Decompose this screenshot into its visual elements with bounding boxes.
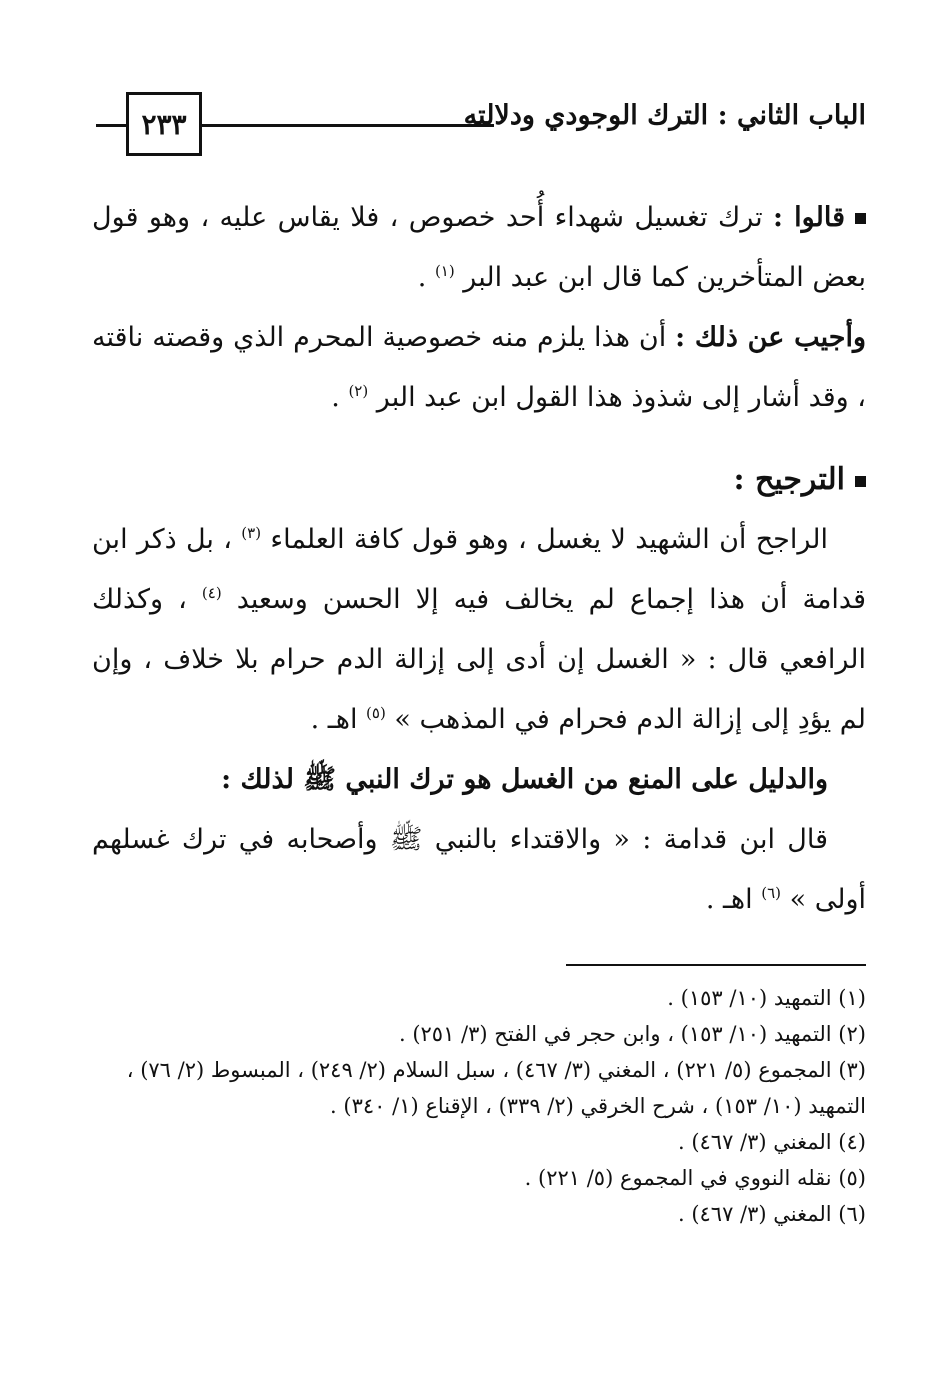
reply-lead: وأجيب عن ذلك : [675,322,866,353]
reply-text: أن هذا يلزم منه خصوصية المحرم الذي وقصته ناقته ، وقد أشار إلى شذوذ هذا القول ابن عبد البر [92,322,866,413]
paragraph-quote [92,810,866,930]
evidence-heading: والدليل على المنع من الغسل هو ترك النبي ﷺ لذلك : [221,764,828,795]
preference-text-c: ، وكذلك الرافعي قال : « الغسل إن أدى إلى إزالة الدم حرام بلا خلاف ، وإن لم يؤدِ إلى إزالة الدم فحرام في المذهب » [92,584,866,735]
footnote-separator [566,964,866,966]
preference-end: اهـ . [310,704,367,735]
main-text [92,188,866,930]
footnotes [92,980,866,1232]
preference-text-b: ، بل ذكر ابن قدامة أن هذا إجماع لم يخالف فيه إلا الحسن وسعيد [92,524,866,615]
objection-end: . [417,262,435,293]
objection-text: ترك تغسيل شهداء أُحد خصوص ، فلا يقاس عليه ، وهو قول بعض المتأخرين كما قال ابن عبد البر [92,202,866,293]
page-header [96,88,866,158]
footnote-ref: (٦) [761,884,782,902]
footnote-2: (٢) التمهيد (١٠/ ١٥٣) ، وابن حجر في الفتح (٣/ ٢٥١) . [398,1022,866,1046]
footnote-3-continued: التمهيد (١٠/ ١٥٣) ، شرح الخرقي (٢/ ٣٣٩) ، الإقناع (١/ ٣٤٠) . [330,1094,866,1118]
footnote-ref: (٢) [348,382,369,400]
section-heading [92,450,866,510]
paragraph-objection [92,188,866,308]
footnote-1: (١) التمهيد (١٠/ ١٥٣) . [667,986,866,1010]
chapter-title: الباب الثاني : الترك الوجودي ودلالته [463,100,866,131]
footnote-3: (٣) المجموع (٥/ ٢٢١) ، المغني (٣/ ٤٦٧) ، سبل السلام (٢/ ٢٤٩) ، المبسوط (٢/ ٧٦) ، [126,1058,866,1082]
footnote-ref: (١) [434,262,455,280]
paragraph-reply [92,308,866,428]
paragraph-preference [92,510,866,750]
footnote-ref: (٥) [366,704,386,722]
reply-end: . [331,382,349,413]
square-bullet-icon [855,213,866,224]
header-rule [200,124,494,127]
quote-end: اهـ . [705,884,762,915]
heading-text: الترجيح : [733,462,845,497]
preference-text-a: الراجح أن الشهيد لا يغسل ، وهو قول كافة العلماء [261,524,828,555]
footnote-6: (٦) المغني (٣/ ٤٦٧) . [677,1202,866,1226]
page-number: ٢٣٣ [141,107,187,141]
footnote-ref: (٤) [201,584,222,602]
footnote-4: (٤) المغني (٣/ ٤٦٧) . [677,1130,866,1154]
footnote-ref: (٣) [241,524,262,542]
page-number-box [126,92,202,156]
square-bullet-icon [855,476,866,487]
quote-text: قال ابن قدامة : « والاقتداء بالنبي ﷺ وأصحابه في ترك غسلهم أولى » [92,824,866,915]
header-rule-end [96,124,126,127]
footnote-5: (٥) نقله النووي في المجموع (٥/ ٢٢١) . [524,1166,866,1190]
objection-lead: قالوا : [773,202,845,233]
